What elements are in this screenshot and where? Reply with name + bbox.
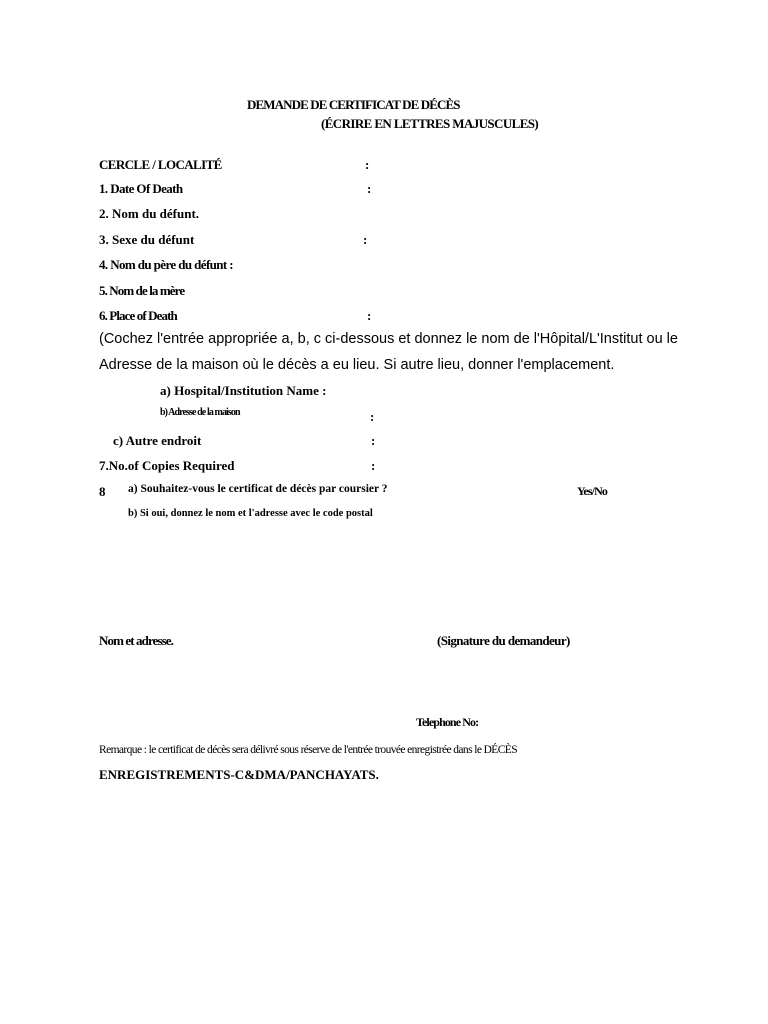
note-line-1: Remarque : le certificat de décès sera délivré sous réserve de l'entrée trouvée enregistrée dans le DÉCÈS <box>99 744 518 756</box>
cercle-colon: : <box>365 157 370 172</box>
copies-colon: : <box>371 458 376 473</box>
home-address-colon: : <box>370 409 375 424</box>
place-of-death-colon: : <box>367 308 372 323</box>
date-of-death-colon: : <box>367 181 372 196</box>
instructions-line-2: Adresse de la maison où le décès a eu lieu. Si autre lieu, donner l'emplacement. <box>99 357 615 373</box>
courier-number: 8 <box>99 484 106 499</box>
date-of-death-label: 1. Date Of Death <box>99 181 183 196</box>
sexe-defunt-colon: : <box>363 232 368 247</box>
form-subtitle: (ÉCRIRE EN LETTRES MAJUSCULES) <box>321 116 539 131</box>
other-place-label: c) Autre endroit <box>113 433 202 448</box>
form-title: DEMANDE DE CERTIFICAT DE DÉCÈS <box>247 97 460 112</box>
telephone-label: Telephone No: <box>416 715 479 729</box>
nom-defunt-label: 2. Nom du défunt. <box>99 206 200 221</box>
signature-label: (Signature du demandeur) <box>437 633 570 648</box>
courier-question-b: b) Si oui, donnez le nom et l'adresse avec le code postal <box>128 508 373 519</box>
courier-question-a: a) Souhaitez-vous le certificat de décès par coursier ? <box>128 483 388 495</box>
cercle-label: CERCLE / LOCALITÉ <box>99 157 222 172</box>
nom-mere-label: 5. Nom de la mère <box>99 283 185 298</box>
copies-label: 7.No.of Copies Required <box>99 458 235 473</box>
note-line-2: ENREGISTREMENTS-C&DMA/PANCHAYATS. <box>99 767 379 782</box>
place-of-death-label: 6. Place of Death <box>99 308 177 323</box>
instructions-line-1: (Cochez l'entrée appropriée a, b, c ci-dessous et donnez le nom de l'Hôpital/L'Institut ou le <box>99 331 678 347</box>
name-address-label: Nom et adresse. <box>99 633 173 648</box>
hospital-name-label: a) Hospital/Institution Name : <box>160 383 327 398</box>
sexe-defunt-label: 3. Sexe du défunt <box>99 232 195 247</box>
home-address-label: b) Adresse de la maison <box>160 407 240 418</box>
courier-yes-no: Yes/No <box>577 484 607 498</box>
other-place-colon: : <box>371 433 376 448</box>
nom-pere-label: 4. Nom du père du défunt : <box>99 257 234 272</box>
